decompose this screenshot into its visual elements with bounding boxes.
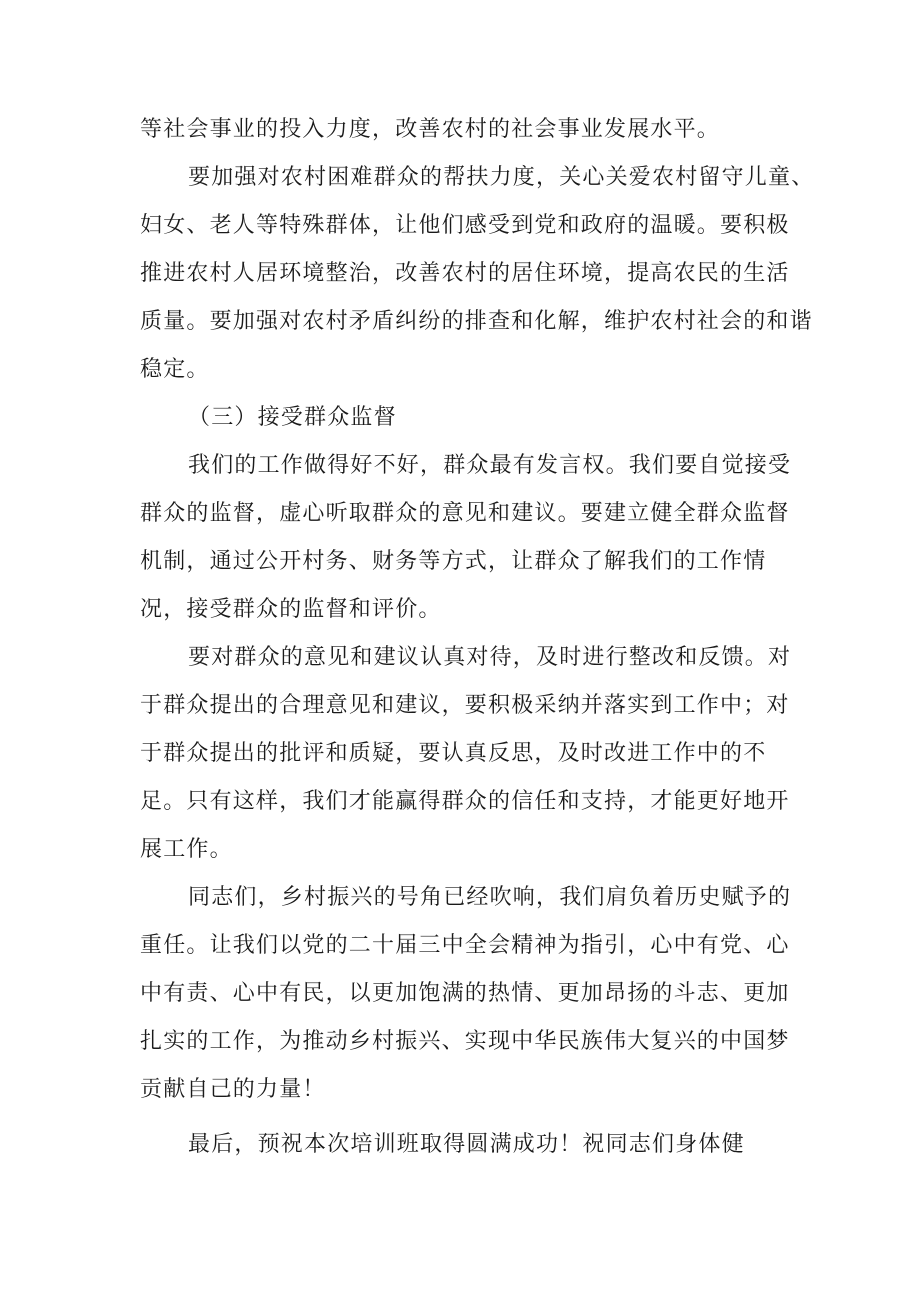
text-line-15: 足。只有这样，我们才能赢得群众的信任和支持，才能更好地开 — [140, 789, 790, 814]
text-line-11: 况，接受群众的监督和评价。 — [140, 597, 442, 622]
section-heading: （三）接受群众监督 — [188, 405, 397, 430]
text-line-12: 要对群众的意见和建议认真对待，及时进行整改和反馈。对 — [188, 645, 792, 670]
text-line-4: 推进农村人居环境整治，改善农村的居住环境，提高农民的生活 — [140, 261, 790, 286]
text-line-17: 同志们，乡村振兴的号角已经吹响，我们肩负着历史赋予的 — [188, 885, 792, 910]
text-line-5: 质量。要加强对农村矛盾纠纷的排查和化解，维护农村社会的和谐 — [140, 309, 813, 334]
text-line-3: 妇女、老人等特殊群体，让他们感受到党和政府的温暖。要积极 — [140, 213, 790, 238]
text-line-22: 最后，预祝本次培训班取得圆满成功！祝同志们身体健 — [188, 1132, 745, 1157]
text-line-14: 于群众提出的批评和质疑，要认真反思，及时改进工作中的不 — [140, 741, 767, 766]
text-line-8: 我们的工作做得好不好，群众最有发言权。我们要自觉接受 — [188, 453, 792, 478]
text-line-1: 等社会事业的投入力度，改善农村的社会事业发展水平。 — [140, 117, 721, 142]
text-line-20: 扎实的工作，为推动乡村振兴、实现中华民族伟大复兴的中国梦 — [140, 1029, 790, 1054]
text-line-10: 机制，通过公开村务、财务等方式，让群众了解我们的工作情 — [140, 549, 767, 574]
text-line-21: 贡献自己的力量！ — [140, 1077, 326, 1102]
text-line-16: 展工作。 — [140, 837, 233, 862]
text-line-13: 于群众提出的合理意见和建议，要积极采纳并落实到工作中；对 — [140, 693, 790, 718]
text-line-9: 群众的监督，虚心听取群众的意见和建议。要建立健全群众监督 — [140, 501, 790, 526]
text-line-18: 重任。让我们以党的二十届三中全会精神为指引，心中有党、心 — [140, 933, 790, 958]
text-line-6: 稳定。 — [140, 357, 210, 382]
text-line-19: 中有责、心中有民，以更加饱满的热情、更加昂扬的斗志、更加 — [140, 981, 790, 1006]
text-line-2: 要加强对农村困难群众的帮扶力度，关心关爱农村留守儿童、 — [188, 165, 815, 190]
